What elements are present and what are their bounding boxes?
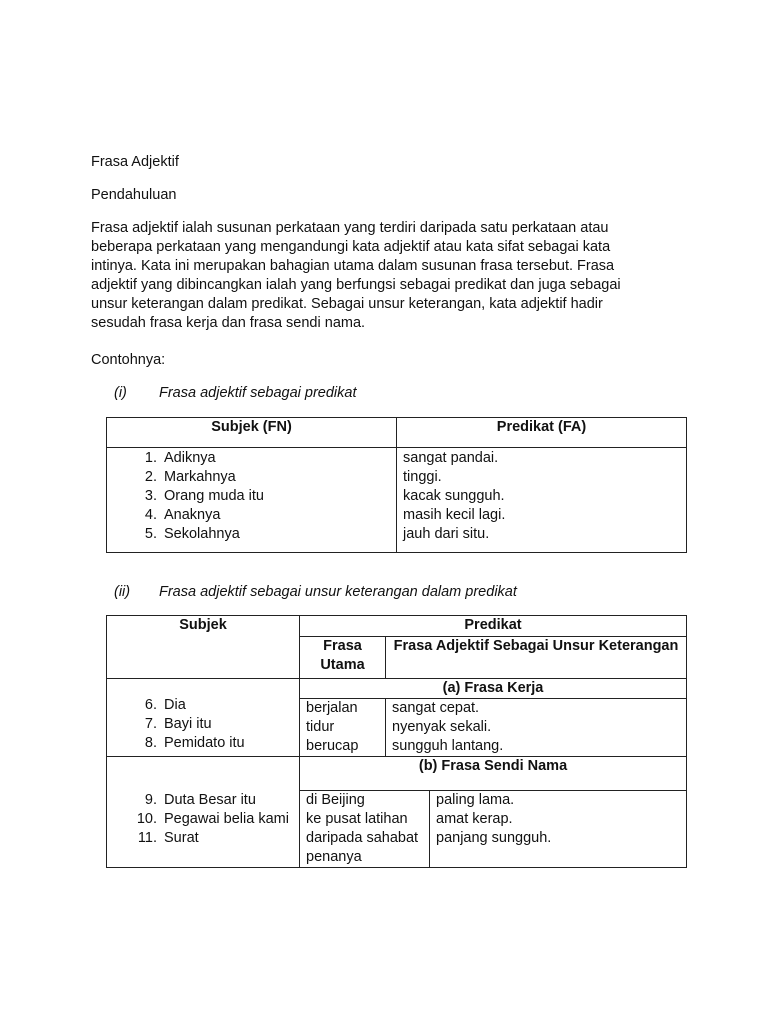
- intro-heading: Pendahuluan: [91, 187, 177, 203]
- adj-phrase-item: nyenyak sekali.: [392, 719, 492, 735]
- main-phrase-header: Frasa Utama: [300, 637, 386, 679]
- subject-list: [113, 791, 293, 848]
- predicate-item: sangat pandai.: [403, 450, 499, 466]
- adj-phrase-item: paling lama.: [436, 792, 515, 808]
- main-phrase-cell: [300, 699, 386, 757]
- predicate-header: Predikat: [300, 616, 687, 637]
- list-item: 1. Adiknya: [144, 450, 216, 466]
- group-b-title: (b) Frasa Sendi Nama: [300, 757, 687, 791]
- document-title: Frasa Adjektif: [91, 154, 179, 170]
- section-ii-number: (ii): [114, 584, 131, 600]
- main-phrase-item: penanya: [306, 849, 362, 865]
- list-item: 10. Pegawai belia kami: [136, 811, 289, 827]
- subject-cell: [107, 757, 300, 868]
- list-item: 4. Anaknya: [144, 507, 221, 523]
- adj-phrase-cell: [386, 699, 687, 757]
- list-item: 2. Markahnya: [144, 469, 236, 485]
- predicate-item: masih kecil lagi.: [403, 507, 506, 523]
- main-phrase-item: di Beijing: [306, 792, 365, 808]
- adj-phrase-header: Frasa Adjektif Sebagai Unsur Keterangan: [386, 637, 687, 679]
- intro-paragraph: Frasa adjektif ialah susunan perkataan yang terdiri daripada satu perkataan atau beberapa perkataan yang mengandungi kata adjektif atau kata sifat sebagai kata intinya. Kata ini merupakan bahagian utama dalam susunan frasa tersebut. Frasa adjektif yang dibincangkan ialah yang berfungsi sebagai predikat dan juga sebagai unsur keterangan dalam predikat. Sebagai unsur keterangan, kata adjektif hadir sesudah frasa kerja dan frasa sendi nama.: [91, 220, 621, 331]
- list-item: 5. Sekolahnya: [144, 526, 240, 542]
- list-item: 7. Bayi itu: [144, 716, 212, 732]
- subject-list: [113, 449, 390, 544]
- adjunct-table: [106, 615, 687, 868]
- main-phrase-cell: [300, 791, 430, 868]
- predicate-table: [106, 417, 687, 553]
- example-label: Contohnya:: [91, 352, 166, 368]
- predicate-item: jauh dari situ.: [403, 526, 490, 542]
- predicate-item: tinggi.: [403, 469, 442, 485]
- adj-phrase-item: amat kerap.: [436, 811, 513, 827]
- main-phrase-item: berjalan: [306, 700, 358, 716]
- main-phrase-item: berucap: [306, 738, 359, 754]
- main-phrase-item: daripada sahabat: [306, 830, 419, 846]
- list-item: 9. Duta Besar itu: [144, 792, 256, 808]
- main-phrase-item: tidur: [306, 719, 335, 735]
- section-ii-title: Frasa adjektif sebagai unsur keterangan dalam predikat: [159, 584, 517, 600]
- section-i-title: Frasa adjektif sebagai predikat: [159, 385, 357, 401]
- subject-cell: [107, 679, 300, 757]
- list-item: 8. Pemidato itu: [144, 735, 245, 751]
- list-item: 3. Orang muda itu: [144, 488, 264, 504]
- list-item: 6. Dia: [144, 697, 186, 713]
- list-item: 11. Surat: [137, 830, 199, 846]
- section-i-number: (i): [114, 385, 127, 401]
- subject-header: Subjek: [107, 616, 300, 679]
- main-phrase-item: ke pusat latihan: [306, 811, 408, 827]
- adj-phrase-item: sungguh lantang.: [392, 738, 504, 754]
- subject-list: [113, 696, 293, 753]
- subject-cell: [107, 448, 397, 553]
- adj-phrase-item: sangat cepat.: [392, 700, 480, 716]
- group-a-title: (a) Frasa Kerja: [300, 679, 687, 699]
- adj-phrase-item: panjang sungguh.: [436, 830, 552, 846]
- predicate-header: Predikat (FA): [397, 418, 687, 448]
- subject-header: Subjek (FN): [107, 418, 397, 448]
- adj-phrase-cell: [430, 791, 687, 868]
- predicate-item: kacak sungguh.: [403, 488, 505, 504]
- predicate-cell: [397, 448, 687, 553]
